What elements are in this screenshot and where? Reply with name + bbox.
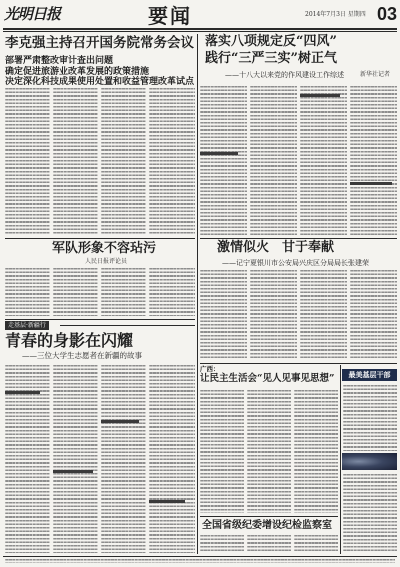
headline-army: 军队形象不容玷污 [52, 241, 157, 256]
section-rule [200, 363, 397, 364]
article-body-column [149, 88, 195, 235]
masthead-rule [3, 28, 397, 30]
headline-work-style-line2: 践行“三严三实”树正气 [205, 51, 337, 66]
body-subhead [200, 152, 238, 155]
newspaper-logo: 光明日报 [4, 5, 61, 23]
body-subhead [53, 470, 93, 473]
article-body-column [5, 268, 50, 316]
article-body-column [101, 365, 146, 553]
byline: 人民日报评论员 [85, 258, 128, 265]
article-body-column [200, 270, 247, 360]
sidebar-graphic [342, 453, 397, 470]
footer-credits [5, 559, 395, 563]
body-subhead [300, 94, 340, 97]
subheadline: 部署严肃整改审计查出问题 [5, 56, 114, 66]
article-body-column [247, 535, 291, 553]
subheadline: ——记宁夏银川市公安局兴庆区分局局长张建荣 [222, 259, 369, 267]
article-body-column [149, 365, 195, 553]
subheadline: 确定促进旅游业改革发展的政策措施 [5, 66, 150, 77]
headline-discipline: 全国省级纪委增设纪检监察室 [202, 520, 332, 531]
headline-guangxi: 让民主生活会“见人见事见思想” [200, 373, 335, 384]
sidebar-banner: 最美基层干部 [342, 369, 397, 381]
article-body-column [300, 86, 347, 235]
article-body-column [250, 86, 297, 235]
article-body-column [53, 268, 98, 316]
article-body-column [149, 268, 195, 316]
kicker: 广西： [200, 365, 220, 373]
article-body-column [294, 390, 338, 513]
article-body-column [53, 88, 98, 235]
section-rule [5, 238, 195, 239]
article-body-column [200, 390, 244, 513]
article-body-column [53, 365, 98, 553]
column-divider [197, 34, 198, 554]
sidebar-divider [340, 365, 341, 554]
column-label: 走基层·新疆行 [5, 321, 49, 330]
headline-work-style-line1: 落实八项规定反“四风” [205, 34, 337, 49]
headline-ningxia: 激情似火 甘于奉献 [217, 240, 335, 255]
section-rule [5, 319, 195, 320]
issue-date: 2014年7月3日 星期四 [305, 11, 366, 18]
article-body-column [250, 270, 297, 360]
byline: 新华社记者 [360, 71, 391, 78]
article-body-column [101, 88, 146, 235]
article-body-column [300, 270, 347, 360]
body-subhead [5, 391, 40, 394]
article-body-column [200, 535, 244, 553]
subheadline: 决定深化科技成果使用处置和收益管理改革试点 [5, 77, 195, 87]
sidebar-body [343, 474, 397, 553]
body-subhead [149, 500, 185, 503]
section-title: 要闻 [148, 4, 192, 28]
section-rule [200, 516, 338, 517]
sidebar-body [343, 385, 397, 451]
headline-xinjiang: 青春的身影在闪耀 [5, 331, 134, 350]
article-body-column [200, 86, 247, 235]
masthead-rule-thin [3, 31, 397, 32]
subheadline: ——十八大以来党的作风建设工作综述 [225, 71, 344, 79]
article-body-column [294, 535, 338, 553]
column-label-rule [60, 325, 195, 326]
subheadline: ——三位大学生志愿者在新疆的故事 [22, 351, 142, 360]
article-body-column [350, 270, 397, 360]
page-number: 03 [377, 4, 398, 24]
headline-state-council: 李克强主持召开国务院常务会议 [5, 35, 194, 51]
body-subhead [101, 420, 139, 423]
footer-rule [3, 556, 397, 557]
body-subhead [350, 182, 392, 185]
article-body-column [101, 268, 146, 316]
section-rule [200, 238, 397, 239]
article-body-column [350, 86, 397, 235]
article-body-column [5, 88, 50, 235]
article-body-column [247, 390, 291, 513]
